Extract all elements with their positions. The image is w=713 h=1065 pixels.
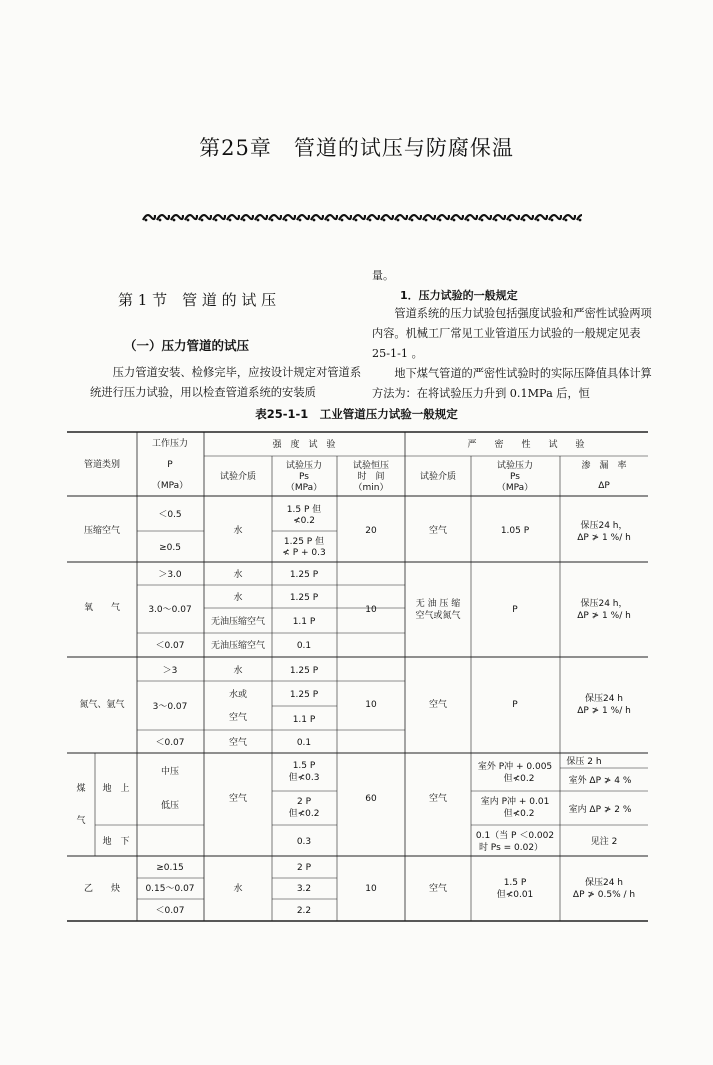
header-leak-symbol: ΔP (598, 481, 610, 491)
row-nitrogen-m2b: 空气 (228, 713, 248, 723)
right-paragraph-2: 地下煤气管道的严密性试验时的实际压降值具体计算方法为：在将试验压力升到 0.1MPa 后，恒 (372, 367, 652, 400)
row-nitrogen-wp3: ＜0.07 (155, 738, 185, 748)
row-air-medium: 水 (233, 526, 243, 536)
row-gas-sp2b: 但≮0.2 (288, 809, 320, 819)
header-strength-pressure-symbol: Ps (299, 472, 309, 482)
row-acetylene-wp3: ＜0.07 (155, 906, 185, 916)
row-gas-sp2a: 2 P (296, 797, 312, 807)
right-fragment: 量。 (372, 269, 394, 282)
chapter-title: 第25章 管道的试压与防腐保温 (199, 136, 514, 160)
row-acetylene-sp2: 3.2 (296, 884, 312, 894)
row-oxygen-wp1: ＞3.0 (158, 570, 182, 580)
row-nitrogen-t-pressure: P (512, 700, 518, 710)
header-tightness-test: 严 密 性 试 验 (467, 440, 585, 450)
pressure-test-table (67, 426, 648, 922)
row-air-leak-a: 保压24 h， (580, 521, 628, 531)
row-gas-tp1a: 室外 P冲 + 0.005 (477, 762, 553, 772)
row-acetylene-name: 乙 炔 (83, 884, 121, 894)
header-strength-medium: 试验介质 (219, 472, 257, 482)
row-oxygen-m3: 无油压缩空气 (210, 617, 266, 627)
subsection-title: （一）压力管道的试压 (124, 338, 250, 353)
row-acetylene-wp2: 0.15～0.07 (145, 884, 195, 894)
row-nitrogen-time: 10 (365, 700, 377, 710)
row-nitrogen-sp3: 1.1 P (292, 715, 316, 725)
header-tightness-medium: 试验介质 (419, 472, 457, 482)
row-acetylene-sp1: 2 P (296, 863, 312, 873)
row-oxygen-t-medium-b: 空气或氮气 (415, 611, 461, 621)
row-nitrogen-wp2: 3～0.07 (152, 702, 188, 712)
header-tightness-pressure-symbol: Ps (510, 472, 520, 482)
row-acetylene-tp-b: 但≮0.01 (496, 890, 534, 900)
header-hold-time: 试验恒压 (352, 461, 390, 471)
row-gas-tp2a: 室内 P冲 + 0.01 (480, 797, 550, 807)
row-nitrogen-wp1: ＞3 (162, 666, 178, 676)
row-gas-leak1: 保压 2 h (566, 757, 602, 767)
row-air-time: 20 (365, 526, 377, 536)
row-oxygen-t-medium-a: 无 油 压 缩 (415, 599, 461, 609)
row-gas-wp2: 低压 (160, 801, 180, 811)
row-oxygen-sp2: 1.25 P (289, 593, 319, 603)
rule-title: 1．压力试验的一般规定 (400, 289, 518, 302)
row-gas-leak2: 室外 ΔP ≯ 4 % (568, 776, 632, 786)
row-oxygen-leak-b: ΔP ≯ 1 %/ h (577, 611, 631, 621)
section-title: 第 1 节 管 道 的 试 压 (118, 291, 277, 309)
row-gas-leak3: 室内 ΔP ≯ 2 % (568, 805, 632, 815)
header-work-pressure-unit: （MPa） (151, 481, 189, 491)
table-caption: 表25-1-1 工业管道压力试验一般规定 (255, 407, 458, 421)
row-oxygen-sp1: 1.25 P (289, 570, 319, 580)
row-oxygen-name: 氧 气 (83, 603, 121, 613)
row-nitrogen-t-medium: 空气 (428, 700, 448, 710)
row-air-sp1b: ≮0.2 (293, 516, 315, 526)
header-category: 管道类别 (83, 460, 121, 470)
header-work-pressure-symbol: P (167, 460, 173, 470)
header-tightness-pressure: 试验压力 (496, 461, 534, 471)
row-gas-name-1: 煤 (76, 784, 86, 794)
row-acetylene-t-medium: 空气 (428, 884, 448, 894)
row-gas-sp3: 0.3 (296, 837, 312, 847)
header-leak-rate: 渗 漏 率 (581, 461, 627, 471)
row-air-sp1a: 1.5 P 但 (286, 505, 322, 515)
row-oxygen-m4: 无油压缩空气 (210, 641, 266, 651)
row-acetylene-sp3: 2.2 (296, 906, 312, 916)
row-gas-below: 地 下 (102, 837, 130, 847)
row-air-name: 压缩空气 (83, 526, 121, 536)
row-nitrogen-leak-a: 保压24 h (584, 694, 624, 704)
row-oxygen-wp2: 3.0～0.07 (148, 605, 192, 615)
row-air-t-pressure: 1.05 P (500, 526, 530, 536)
row-nitrogen-m1: 水 (233, 666, 243, 676)
row-gas-name-2: 气 (76, 816, 86, 826)
row-gas-sp1a: 1.5 P (292, 761, 316, 771)
row-air-t-medium: 空气 (428, 526, 448, 536)
row-oxygen-wp3: ＜0.07 (155, 641, 185, 651)
row-gas-time: 60 (365, 794, 377, 804)
row-gas-tp3b: 时 Ps = 0.02） (478, 843, 544, 853)
row-oxygen-leak-a: 保压24 h， (580, 599, 628, 609)
header-tightness-pressure-unit: （MPa） (496, 483, 534, 493)
header-work-pressure: 工作压力 (151, 439, 189, 449)
row-acetylene-time: 10 (365, 884, 377, 894)
row-nitrogen-sp2: 1.25 P (289, 690, 319, 700)
row-gas-above: 地 上 (102, 784, 130, 794)
header-strength-pressure-unit: （MPa） (285, 483, 323, 493)
row-acetylene-medium: 水 (233, 884, 243, 894)
row-acetylene-leak-b: ΔP ≯ 0.5% / h (572, 890, 636, 900)
row-nitrogen-sp1: 1.25 P (289, 666, 319, 676)
row-oxygen-m1: 水 (233, 570, 243, 580)
row-gas-sp1b: 但≮0.3 (288, 773, 320, 783)
header-strength-test: 强 度 试 验 (272, 440, 336, 450)
row-gas-medium: 空气 (228, 794, 248, 804)
row-acetylene-wp1: ≥0.15 (156, 863, 184, 873)
row-gas-tp1b: 但≮0.2 (503, 774, 535, 784)
row-oxygen-sp3: 1.1 P (292, 617, 316, 627)
row-air-wp2: ≥0.5 (159, 543, 181, 553)
row-acetylene-tp-a: 1.5 P (503, 878, 527, 888)
row-nitrogen-m2a: 水或 (228, 690, 248, 700)
row-nitrogen-m3: 空气 (228, 738, 248, 748)
left-paragraph: 压力管道安装、检修完毕，应按设计规定对管道系统进行压力试验，用以检查管道系统的安装质 (90, 366, 362, 399)
header-hold-time-unit: （min） (353, 483, 389, 493)
row-nitrogen-leak-b: ΔP ≯ 1 %/ h (577, 706, 631, 716)
row-air-wp1: ＜0.5 (158, 510, 182, 520)
row-gas-tp3a: 0.1（当 P ＜0.002 (475, 831, 555, 841)
row-oxygen-sp4: 0.1 (296, 641, 312, 651)
row-nitrogen-sp4: 0.1 (296, 738, 312, 748)
header-hold-time-2: 时 间 (357, 472, 385, 482)
row-gas-t-medium: 空气 (428, 794, 448, 804)
row-air-leak-b: ΔP ≯ 1 %/ h (577, 533, 631, 543)
header-strength-pressure: 试验压力 (285, 461, 323, 471)
row-gas-tp2b: 但≮0.2 (503, 809, 535, 819)
right-paragraph-1: 管道系统的压力试验包括强度试验和严密性试验两项内容。机械工厂常见工业管道压力试验的一般规定见表 25-1-1 。 (372, 307, 652, 360)
row-oxygen-time: 10 (365, 605, 377, 615)
row-nitrogen-name: 氮气、氩气 (79, 700, 125, 710)
row-gas-leak4: 见注 2 (590, 837, 618, 847)
row-oxygen-m2: 水 (233, 593, 243, 603)
row-acetylene-leak-a: 保压24 h (584, 878, 624, 888)
row-gas-wp1: 中压 (160, 767, 180, 777)
row-air-sp2b: ≮ P + 0.3 (282, 548, 326, 558)
ornament-divider (142, 210, 582, 224)
row-air-sp2a: 1.25 P 但 (283, 537, 325, 547)
row-oxygen-t-pressure: P (512, 605, 518, 615)
